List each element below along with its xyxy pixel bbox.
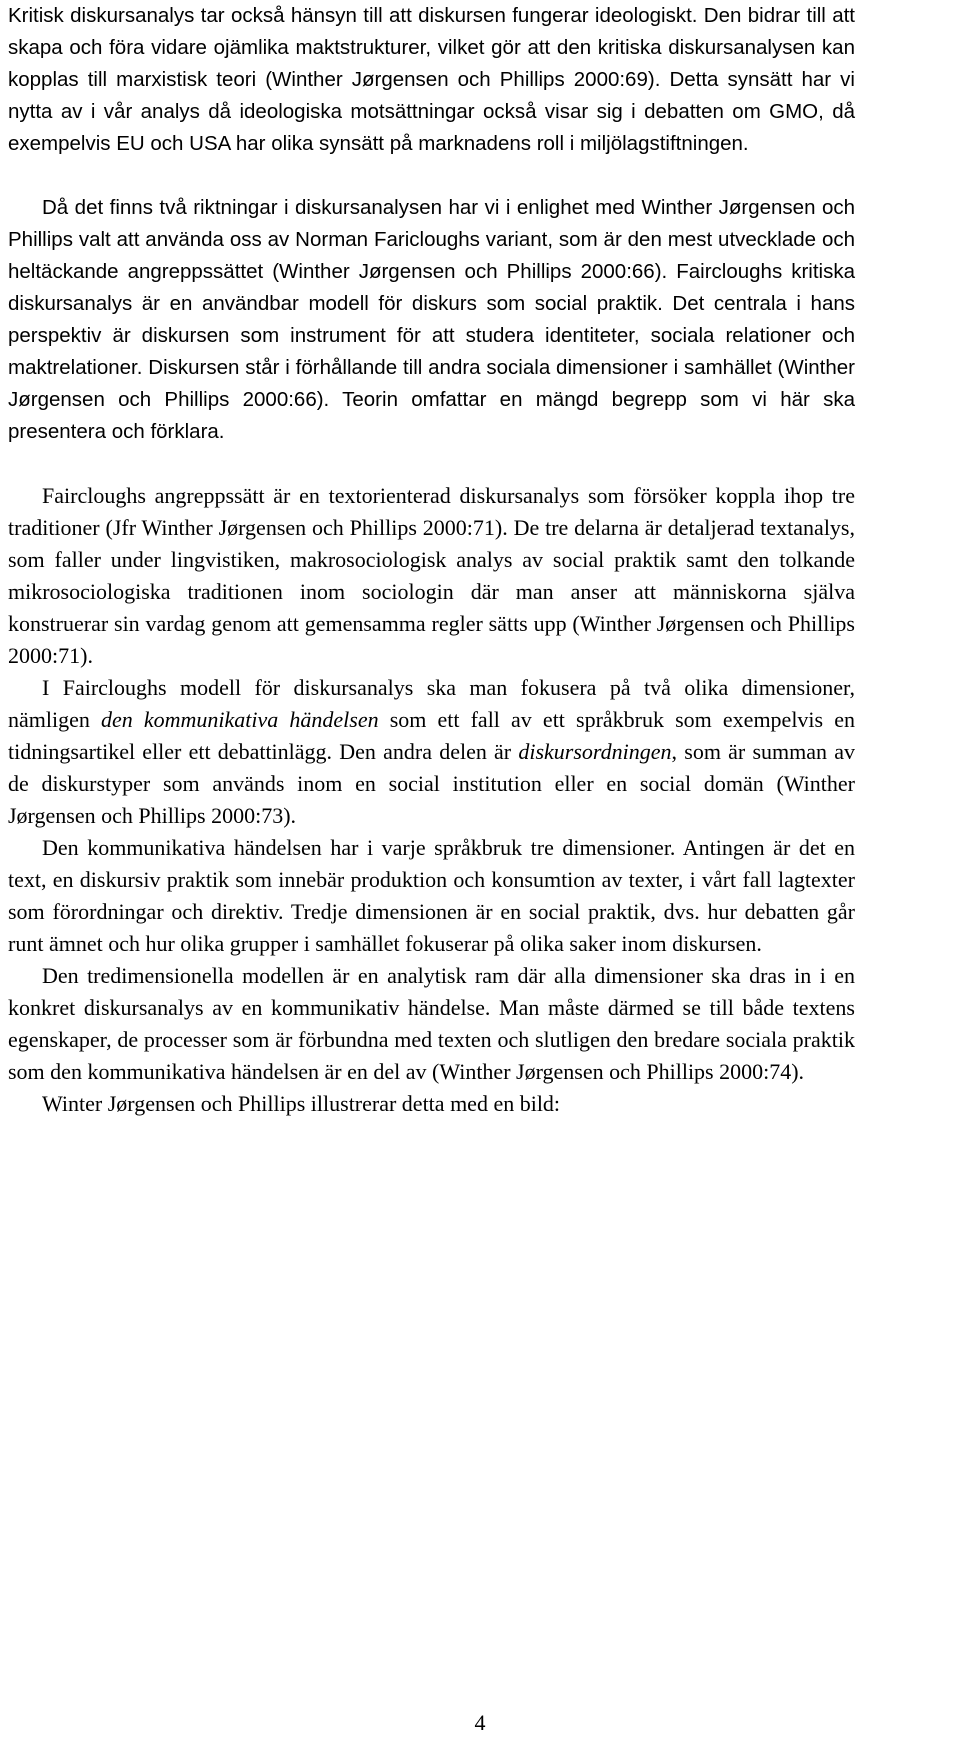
page-number: 4	[474, 1710, 486, 1735]
paragraph-fairclough-variant: Då det finns två riktningar i diskursanalysen har vi i enlighet med Winther Jørgensen och Phillips valt att använda oss av Norman Faricloughs variant, som är den mest utvecklade och heltäckande angreppssättet (Winther Jørgensen och Phillips 2000:66). Faircloughs kritiska diskursanalys är en användbar modell för diskurs som social praktik. Det centrala i hans perspektiv är diskursen som instrument för att studera identiteter, sociala relationer och maktrelationer. Diskursen står i förhållande till andra sociala dimensioner i samhället (Winther Jørgensen och Phillips 2000:66). Teorin omfattar en mängd begrepp som vi här ska presentera och förklara.	[8, 196, 855, 443]
term-order-of-discourse: diskursordningen	[518, 739, 672, 764]
paragraph-two-dimensions-text-1: I Faircloughs modell för diskursanalys ska man fokusera på två olika dimensioner, nämligen	[8, 675, 855, 732]
term-communicative-event: den kommunikativa händelsen	[100, 707, 379, 732]
document-body	[8, 0, 855, 1120]
paragraph-two-dimensions-text-2: som ett fall av ett språkbruk som exempelvis en tidningsartikel eller ett debattinlägg. Den andra delen är	[8, 707, 855, 764]
paragraph-analytical-frame: Den tredimensionella modellen är en analytisk ram där alla dimensioner ska dras in i en konkret diskursanalys av en kommunikativ händelse. Man måste därmed se till både textens egenskaper, de processer som är förbundna med texten och slutligen den bredare sociala praktik som den kommunikativa händelsen är en del av (Winther Jørgensen och Phillips 2000:74).	[8, 963, 855, 1084]
paragraph-illustration-intro: Winter Jørgensen och Phillips illustrerar detta med en bild:	[42, 1091, 561, 1116]
paragraph-two-dimensions	[8, 672, 855, 832]
paragraph-three-dimensions: Den kommunikativa händelsen har i varje språkbruk tre dimensioner. Antingen är det en text, en diskursiv praktik som innebär produktion och konsumtion av texter, i vårt fall lagtexter som förordningar och direktiv. Tredje dimensionen är en social praktik, dvs. hur debatten går runt ämnet och hur olika grupper i samhället fokuserar på olika saker inom diskursen.	[8, 835, 855, 956]
paragraph-ideology: Kritisk diskursanalys tar också hänsyn till att diskursen fungerar ideologiskt. Den bidrar till att skapa och föra vidare ojämlika maktstrukturer, vilket gör att den kritiska diskursanalysen kan kopplas till marxistisk teori (Winther Jørgensen och Phillips 2000:69). Detta synsätt har vi nytta av i vår analys då ideologiska motsättningar också visar sig i debatten om GMO, då exempelvis EU och USA har olika synsätt på marknadens roll i miljölagstiftningen.	[8, 4, 855, 155]
paragraph-two-dimensions-text-3: , som är summan av de diskurstyper som används inom en social institution eller en social domän (Winther Jørgensen och Phillips 2000:73).	[8, 739, 855, 828]
paragraph-fairclough-approach: Faircloughs angreppssätt är en textorienterad diskursanalys som försöker koppla ihop tre traditioner (Jfr Winther Jørgensen och Phillips 2000:71). De tre delarna är detaljerad textanalys, som faller under lingvistiken, makrosociologisk analys av social praktik samt den tolkande mikrosociologiska traditionen inom sociologin där man anser att människorna själva konstruerar sin vardag genom att gemensamma regler sätts upp (Winther Jørgensen och Phillips 2000:71).	[8, 483, 855, 668]
